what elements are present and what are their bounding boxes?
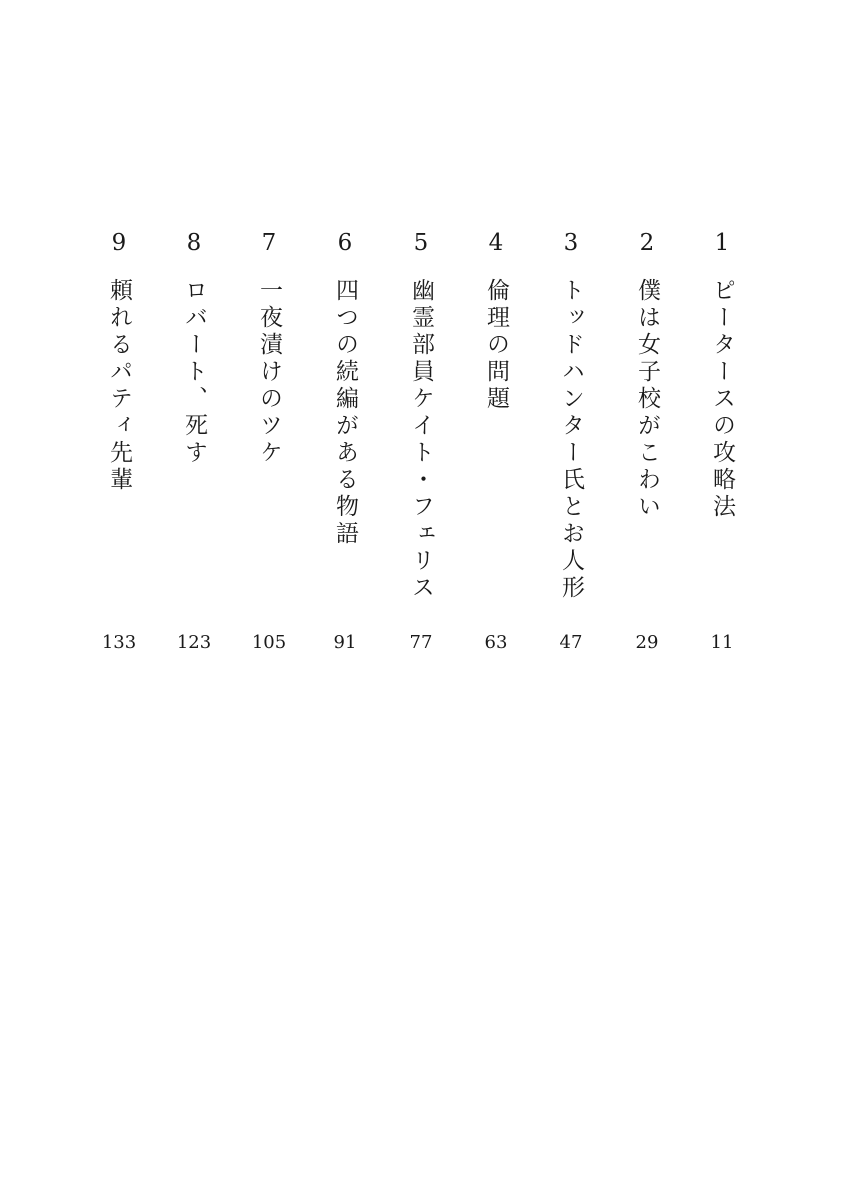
chapter-number: 9 [111, 230, 127, 256]
chapter-number: 8 [186, 230, 202, 256]
toc-entry-5[interactable] [396, 228, 446, 668]
chapter-page-number: 123 [176, 632, 212, 653]
toc-entry-8[interactable] [169, 228, 219, 668]
chapter-page-number: 29 [635, 632, 659, 653]
toc-entry-2[interactable] [622, 228, 672, 668]
chapter-title: トッドハンター氏とお人形 [558, 278, 584, 602]
toc-entry-9[interactable] [94, 228, 144, 668]
chapter-number: 4 [488, 230, 504, 256]
chapter-number: 6 [337, 230, 353, 256]
toc-entry-6[interactable] [320, 228, 370, 668]
chapter-number: 3 [563, 230, 579, 256]
chapter-number: 7 [261, 230, 277, 256]
chapter-number: 5 [413, 230, 429, 256]
chapter-title: 頼れるパティ先輩 [106, 278, 132, 494]
chapter-number: 1 [714, 230, 730, 256]
toc-entry-4[interactable] [471, 228, 521, 668]
chapter-title: 幽霊部員ケイト・フェリス [408, 278, 434, 602]
chapter-page-number: 11 [710, 632, 734, 653]
chapter-title: 四つの続編がある物語 [332, 278, 358, 548]
chapter-page-number: 47 [559, 632, 583, 653]
chapter-title: ロバート、死す [181, 278, 207, 467]
chapter-number: 2 [639, 230, 655, 256]
chapter-title: 一夜漬けのツケ [256, 278, 282, 467]
chapter-page-number: 133 [101, 632, 137, 653]
chapter-page-number: 91 [333, 632, 357, 653]
chapter-page-number: 63 [484, 632, 508, 653]
chapter-page-number: 105 [251, 632, 287, 653]
chapter-title: 僕は女子校がこわい [634, 278, 660, 521]
toc-entry-7[interactable] [244, 228, 294, 668]
chapter-title: 倫理の問題 [483, 278, 509, 413]
toc-entry-1[interactable] [697, 228, 747, 668]
toc-entry-3[interactable] [546, 228, 596, 668]
chapter-title: ピータースの攻略法 [709, 278, 735, 521]
chapter-page-number: 77 [409, 632, 433, 653]
